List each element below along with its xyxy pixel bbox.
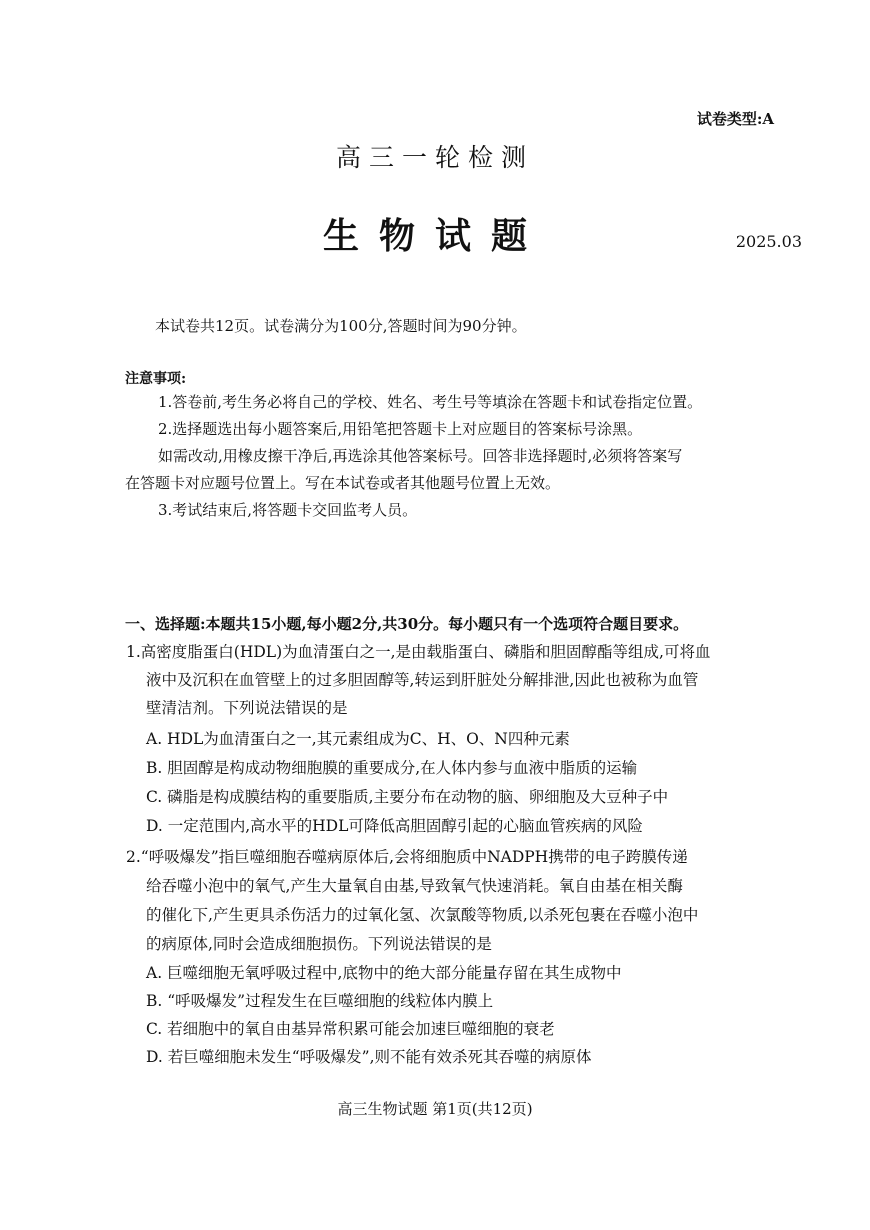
option-a: A. 巨噬细胞无氧呼吸过程中,底物中的绝大部分能量存留在其生成物中 [146,964,622,982]
question-stem: 液中及沉积在血管壁上的过多胆固醇等,转运到肝脏处分解排泄,因此也被称为血管 [146,671,699,689]
exam-subtitle: 高三一轮检测 [335,143,534,172]
notice-item-3: 3.考试结束后,将答题卡交回监考人员。 [158,501,418,519]
paper-type-label: 试卷类型:A [696,110,774,128]
question-stem: 2.“呼吸爆发”指巨噬细胞吞噬病原体后,会将细胞质中NADPH携带的电子跨膜传递 [126,848,688,866]
notice-item-1: 1.答卷前,考生务必将自己的学校、姓名、考生号等填涂在答题卡和试卷指定位置。 [158,393,703,411]
exam-intro: 本试卷共12页。试卷满分为100分,答题时间为90分钟。 [155,317,527,335]
notice-item-2: 2.选择题选出每小题答案后,用铅笔把答题卡上对应题目的答案标号涂黑。 [158,420,643,438]
option-c: C. 若细胞中的氧自由基异常积累可能会加速巨噬细胞的衰老 [146,1020,555,1038]
option-d: D. 一定范围内,高水平的HDL可降低高胆固醇引起的心脑血管疾病的风险 [146,817,643,835]
notice-item-2-continued: 如需改动,用橡皮擦干净后,再选涂其他答案标号。回答非选择题时,必须将答案写 [158,447,683,465]
option-b: B. “呼吸爆发”过程发生在巨噬细胞的线粒体内膜上 [146,992,494,1010]
section-heading: 一、选择题:本题共15小题,每小题2分,共30分。每小题只有一个选项符合题目要求。 [125,615,689,633]
option-a: A. HDL为血清蛋白之一,其元素组成为C、H、O、N四种元素 [146,730,570,748]
question-stem: 的病原体,同时会造成细胞损伤。下列说法错误的是 [146,935,492,953]
exam-date: 2025.03 [735,232,802,251]
notice-heading: 注意事项: [125,371,187,387]
option-d: D. 若巨噬细胞未发生“呼吸爆发”,则不能有效杀死其吞噬的病原体 [146,1048,592,1066]
question-stem: 的催化下,产生更具杀伤活力的过氧化氢、次氯酸等物质,以杀死包裹在吞噬小泡中 [146,906,699,924]
question-stem: 1.高密度脂蛋白(HDL)为血清蛋白之一,是由载脂蛋白、磷脂和胆固醇酯等组成,可将血 [126,643,711,661]
option-c: C. 磷脂是构成膜结构的重要脂质,主要分布在动物的脑、卵细胞及大豆种子中 [146,788,669,806]
question-stem: 壁清洁剂。下列说法错误的是 [146,699,348,717]
question-stem: 给吞噬小泡中的氧气,产生大量氧自由基,导致氧气快速消耗。氧自由基在相关酶 [146,877,683,895]
notice-item-2-continued: 在答题卡对应题号位置上。写在本试卷或者其他题号位置上无效。 [125,474,561,492]
option-b: B. 胆固醇是构成动物细胞膜的重要成分,在人体内参与血液中脂质的运输 [146,759,638,777]
page-footer: 高三生物试题 第1页(共12页) [337,1100,533,1118]
page-title: 生物试题 [322,215,547,257]
